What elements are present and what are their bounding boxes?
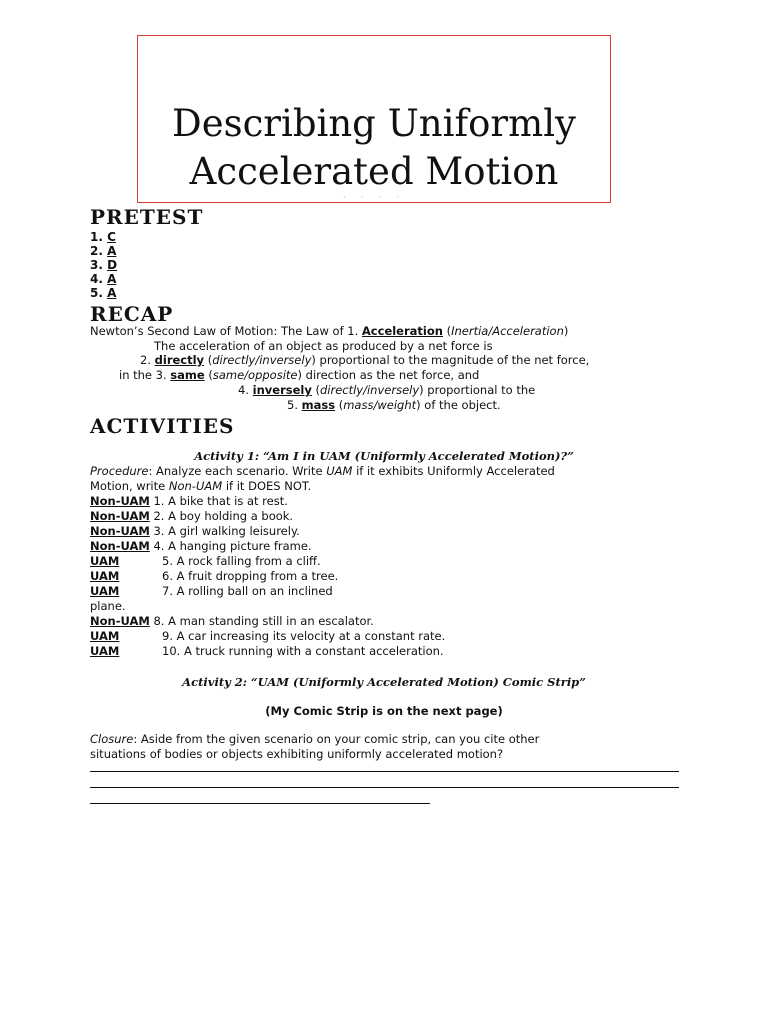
pretest-item: 5. A xyxy=(90,286,117,300)
list-item: UAM 5. A rock falling from a cliff. xyxy=(90,554,321,568)
faint-text-artifact: · · · · xyxy=(342,193,406,203)
list-item: plane. xyxy=(90,599,126,613)
closure-line-1: Closure: Aside from the given scenario on your comic strip, can you cite other xyxy=(90,732,540,746)
pretest-heading: PRETEST xyxy=(90,205,204,229)
recap-line-3: 2. directly (directly/inversely) proportional to the magnitude of the net force, xyxy=(140,353,590,367)
recap-line-4: in the 3. same (same/opposite) direction as the net force, and xyxy=(119,368,480,382)
pretest-item: 3. D xyxy=(90,258,118,272)
recap-heading: RECAP xyxy=(90,302,174,326)
list-item: Non-UAM 1. A bike that is at rest. xyxy=(90,494,288,508)
list-item: Non-UAM 8. A man standing still in an escalator. xyxy=(90,614,374,628)
answer-blank-line[interactable] xyxy=(90,771,679,772)
title-line-2: Accelerated Motion xyxy=(189,150,559,193)
procedure-line-2: Motion, write Non-UAM if it DOES NOT. xyxy=(90,479,312,493)
procedure-line-1: Procedure: Analyze each scenario. Write UAM if it exhibits Uniformly Accelerated xyxy=(90,464,555,478)
answer-blank-line[interactable] xyxy=(90,787,679,788)
recap-line-6: 5. mass (mass/weight) of the object. xyxy=(287,398,501,412)
recap-line-2: The acceleration of an object as produced by a net force is xyxy=(154,339,493,353)
activity-2-title: Activity 2: “UAM (Uniformly Accelerated Motion) Comic Strip” xyxy=(182,675,586,689)
list-item: UAM 9. A car increasing its velocity at a constant rate. xyxy=(90,629,446,643)
list-item: UAM 7. A rolling ball on an inclined xyxy=(90,584,333,598)
list-item: UAM 6. A fruit dropping from a tree. xyxy=(90,569,339,583)
answer-blank-line[interactable] xyxy=(90,803,430,804)
closure-line-2: situations of bodies or objects exhibiting uniformly accelerated motion? xyxy=(90,747,504,761)
page-title xyxy=(138,100,610,196)
list-item: Non-UAM 4. A hanging picture frame. xyxy=(90,539,312,553)
list-item: UAM 10. A truck running with a constant acceleration. xyxy=(90,644,444,658)
title-box xyxy=(137,35,611,203)
pretest-item: 2. A xyxy=(90,244,117,258)
pretest-item: 1. C xyxy=(90,230,116,244)
pretest-item: 4. A xyxy=(90,272,117,286)
activities-heading: ACTIVITIES xyxy=(90,414,235,438)
list-item: Non-UAM 2. A boy holding a book. xyxy=(90,509,294,523)
recap-line-5: 4. inversely (directly/inversely) proportional to the xyxy=(238,383,536,397)
recap-line-1: Newton’s Second Law of Motion: The Law of 1. Acceleration (Inertia/Acceleration) xyxy=(90,324,569,338)
title-line-1: Describing Uniformly xyxy=(172,102,576,145)
activity-1-title: Activity 1: “Am I in UAM (Uniformly Accelerated Motion)?” xyxy=(194,449,574,463)
list-item: Non-UAM 3. A girl walking leisurely. xyxy=(90,524,300,538)
comic-strip-note: (My Comic Strip is on the next page) xyxy=(265,704,503,718)
